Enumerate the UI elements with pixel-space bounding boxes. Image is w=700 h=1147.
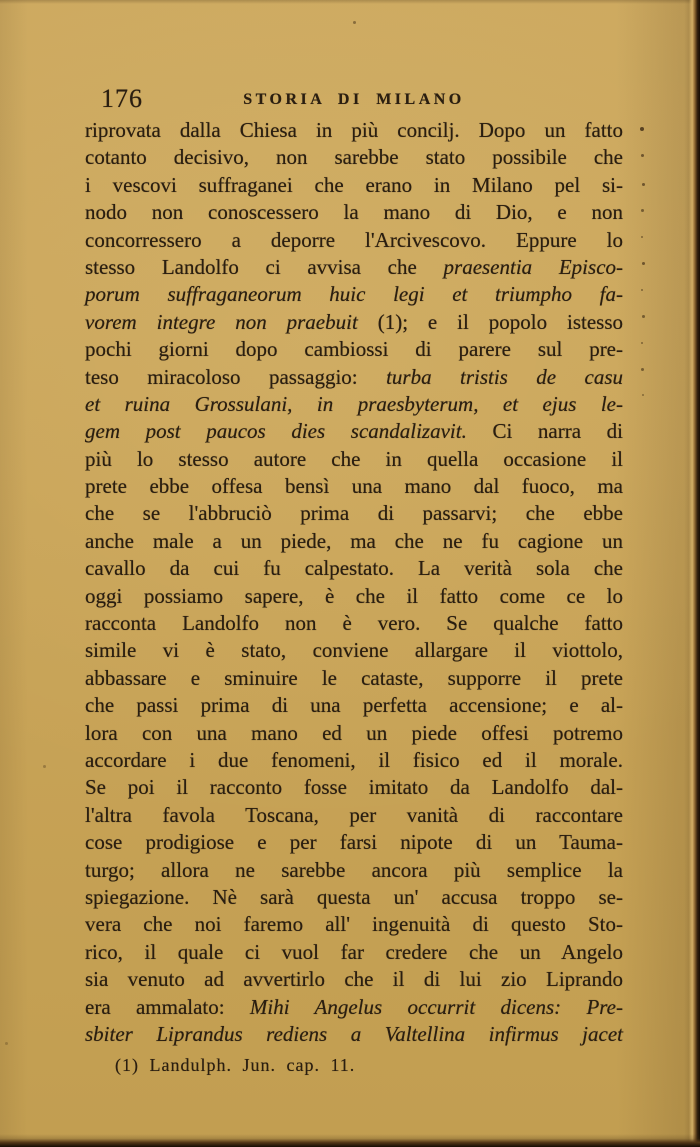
ink-speck — [641, 209, 644, 212]
text-line: teso miracoloso passaggio: turba tristis de casu — [85, 364, 623, 389]
text-line: simile vi è stato, conviene allargare il viottolo, — [85, 638, 623, 663]
footnote: (1) Landulph. Jun. cap. 11. — [115, 1055, 356, 1075]
text-line: cose prodigiose e per farsi nipote di un Tauma- — [85, 830, 623, 855]
text-line: cavallo da cui fu calpestato. La verità sola che — [85, 556, 623, 581]
text-line: vera che noi faremo all' ingenuità di questo Sto- — [85, 912, 623, 937]
ink-speck — [642, 262, 645, 265]
text-line: più lo stesso autore che in quella occasione il — [85, 446, 623, 471]
ink-speck — [641, 236, 643, 238]
page-number: 176 — [101, 84, 143, 113]
text-line: prete ebbe offesa bensì una mano dal fuoco, ma — [85, 474, 623, 499]
ink-speck — [642, 315, 645, 318]
ink-speck — [641, 342, 643, 344]
text-line: riprovata dalla Chiesa in più concilj. Dopo un fatto — [85, 118, 623, 142]
ink-speck — [641, 154, 644, 157]
text-line: nodo non conoscessero la mano di Dio, e non — [85, 200, 623, 225]
text-line: i vescovi suffraganei che erano in Milano pel si- — [85, 172, 623, 197]
text-line: stesso Landolfo ci avvisa che praesentia Episco- — [85, 254, 624, 279]
page-top-edge-shadow — [0, 0, 700, 4]
text-line: sbiter Liprandus rediens a Valtellina infirmus jacet — [85, 1021, 623, 1046]
text-line: sia venuto ad avvertirlo che il di lui zio Liprando — [85, 967, 623, 992]
ink-speck — [641, 368, 644, 371]
text-line: gem post paucos dies scandalizavit. Ci narra di — [85, 419, 624, 444]
text-line: cotanto decisivo, non sarebbe stato possibile che — [85, 145, 623, 170]
text-line: anche male a un piede, ma che ne fu cagione un — [85, 528, 623, 553]
ink-speck — [353, 21, 356, 24]
ink-speck — [5, 1042, 8, 1045]
text-line: rico, il quale ci vuol far credere che un Angelo — [85, 939, 623, 964]
ink-speck — [642, 183, 645, 186]
text-line: racconta Landolfo non è vero. Se qualche fatto — [85, 611, 623, 636]
page-right-edge-shadow — [684, 0, 700, 1147]
text-line: lora con una mano ed un piede offesi potremo — [85, 720, 623, 745]
page-header — [85, 84, 623, 116]
text-line: che passi prima di una perfetta accensione; e al- — [85, 693, 623, 718]
text-line: pochi giorni dopo cambiossi di parere sul pre- — [85, 337, 623, 362]
running-title: STORIA DI MILANO — [243, 91, 465, 108]
text-line: abbassare e sminuire le cataste, supporre il prete — [85, 665, 623, 690]
text-line: Se poi il racconto fosse imitato da Landolfo dal- — [85, 775, 623, 800]
ink-speck — [640, 127, 644, 131]
text-line: l'altra favola Toscana, per vanità di raccontare — [85, 802, 623, 827]
text-line: accordare i due fenomeni, il fisico ed il morale. — [85, 747, 623, 772]
text-line: spiegazione. Nè sarà questa un' accusa troppo se- — [85, 884, 623, 909]
ink-speck — [642, 394, 644, 396]
text-line: turgo; allora ne sarebbe ancora più semplice la — [85, 857, 623, 882]
ink-speck — [641, 289, 643, 291]
text-line: vorem integre non praebuit (1); e il popolo istesso — [85, 309, 623, 334]
text-line: et ruina Grossulani, in praesbyterum, et ejus le- — [85, 391, 623, 416]
body-text — [85, 117, 623, 1048]
page-bottom-edge-shadow — [0, 1134, 700, 1147]
text-line: era ammalato: Mihi Angelus occurrit dicens: Pre- — [85, 994, 623, 1019]
text-line: concorressero a deporre l'Arcivescovo. Eppure lo — [85, 227, 623, 252]
text-line: che se l'abbruciò prima di passarvi; che ebbe — [85, 501, 623, 526]
text-line: oggi possiamo sapere, è che il fatto come ce lo — [85, 583, 623, 608]
ink-speck — [43, 765, 46, 768]
text-line: porum suffraganeorum huic legi et triumpho fa- — [85, 282, 623, 307]
